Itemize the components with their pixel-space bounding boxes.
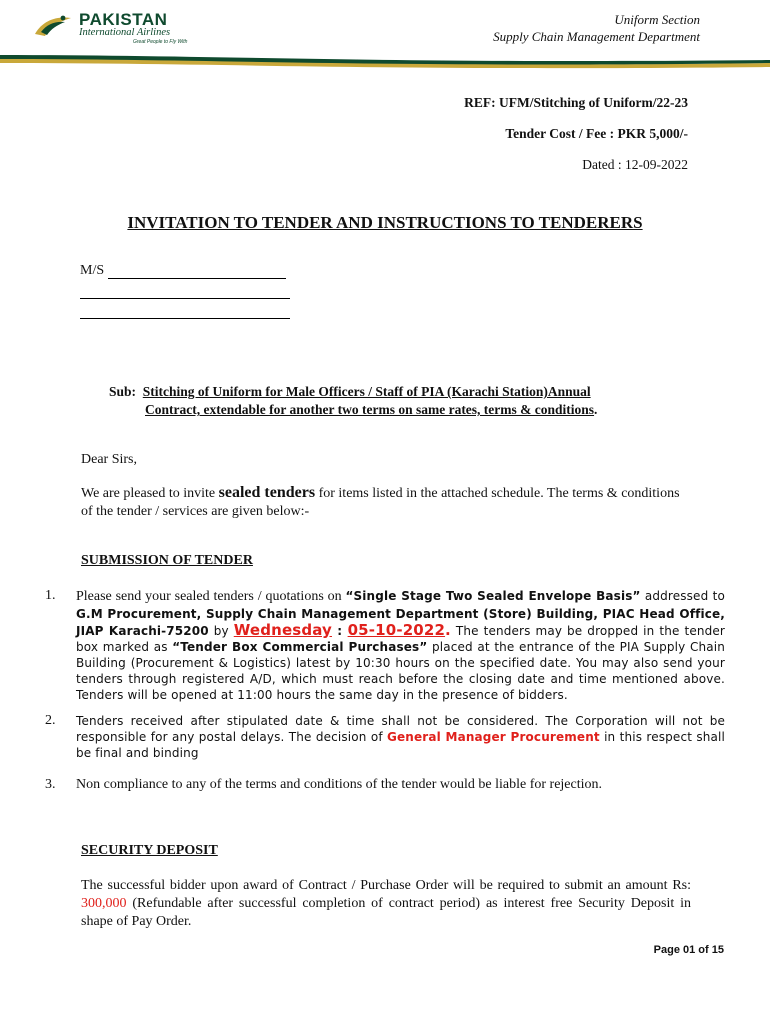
subject-line-2: Contract, extendable for another two terms on same rates, terms & conditions [145,402,595,417]
item1-day: Wednesday [233,621,332,639]
tender-cost: Tender Cost / Fee : PKR 5,000/- [505,126,688,141]
item-text [76,588,725,703]
dated: Dated : 12-09-2022 [582,157,688,172]
submission-heading: SUBMISSION OF TENDER [81,553,253,568]
pia-crest-icon [33,12,73,38]
item1-by: by [208,624,234,638]
subject-label: Sub: [109,384,137,399]
item-number: 2. [45,713,56,728]
security-paragraph [81,877,691,931]
security-heading: SECURITY DEPOSIT [81,843,218,858]
department-name: Supply Chain Management Department [493,29,700,44]
item1-dot: . [445,621,451,639]
subject-line-1: Stitching of Uniform for Male Officers / Staff of PIA (Karachi Station)Annual [142,384,591,399]
item1-sep: : [331,624,348,638]
addressee-line [108,264,286,279]
page-number: Page 01 of 15 [653,944,724,956]
logo-tagline: Great People to Fly With [133,39,188,45]
intro-emphasis: sealed tenders [218,484,316,501]
item-text [76,713,725,761]
item1-address: G.M Procurement, Supply Chain Management Department (Store) Building, PIAC Head Office, JIAP Karachi-75200 [76,607,725,638]
item2-text-rest: in this respect shall be final and binding [76,730,725,760]
item1-addressed: addressed to [640,589,726,603]
intro-paragraph [81,484,691,521]
page-title: INVITATION TO TENDER AND INSTRUCTIONS TO TENDERERS [127,213,643,232]
subject-period: . [594,402,598,417]
item1-rest2: placed at the entrance of the PIA Supply Chain Building (Procurement & Logistics) latest by 10:30 hours on the specified date. You may also send your tenders through registered A/D, which must reach before the closing date and time mentioned above. Tenders will be opened at 11:00 hours the same day in the presence of bidders. [76,640,726,702]
addressee-block [80,263,300,319]
item1-rest1: The tenders may be dropped in the tender box marked as [76,624,725,654]
intro-text: We are pleased to invite [81,486,219,501]
item1-lead: Please send your sealed tenders / quotations on [76,589,346,604]
intro-text-rest: for items listed in the attached schedule. The terms & conditions of the tender / services are given below:- [81,486,680,519]
item2-text: Tenders received after stipulated date & time shall not be considered. The Corporation will not be responsible for any postal delays. The decision of [76,714,725,744]
item1-basis: “Single Stage Two Sealed Envelope Basis” [345,589,641,603]
addressee-line [80,284,290,299]
item1-date: 05-10-2022 [347,621,446,639]
addressee-prefix: M/S [80,263,105,278]
ref-number: REF: UFM/Stitching of Uniform/22-23 [464,95,688,110]
reference-block [464,95,688,188]
item-number: 1. [45,588,56,603]
logo-subtitle: International Airlines [79,27,171,38]
security-amount: 300,000 [81,896,127,911]
addressee-line [80,304,290,319]
security-text-rest: (Refundable after successful completion of contract period) as interest free Security Deposit in shape of Pay Order. [81,896,691,929]
security-text: The successful bidder upon award of Contract / Purchase Order will be required to submit an amount Rs: [81,878,691,893]
item2-gm: General Manager Procurement [386,730,600,744]
salutation: Dear Sirs, [81,452,137,467]
header-band [0,55,770,71]
item1-box: “Tender Box Commercial Purchases” [172,640,428,654]
section-name: Uniform Section [614,12,700,27]
item-text: Non compliance to any of the terms and conditions of the tender would be liable for rejection. [76,777,603,792]
department-header [493,11,700,45]
item-number: 3. [45,777,56,792]
subject [109,383,597,419]
pia-logo [33,10,213,44]
logo-name: PAKISTAN [79,10,168,29]
